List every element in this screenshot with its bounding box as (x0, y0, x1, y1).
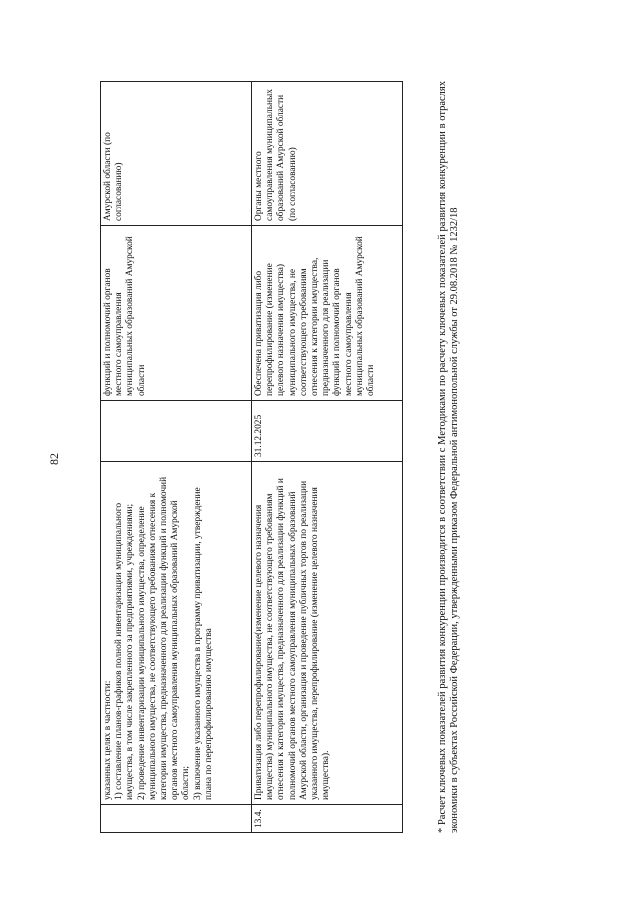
cell-result: функций и полномочий органов местного самоуправления муниципальных образований Амурской области (101, 226, 252, 401)
table-row (252, 82, 403, 833)
measures-table (100, 81, 403, 833)
cell-measure: указанных целях в частности: 1) составление планов-графиков полной инвентаризации муниципального имущества, в том числе закрепленного за предприятиями, учреждениями; 2) проведение инвентаризации муниципального имущества, определение муниципального имущества, не соответствующего требованиям отнесения к категории имущества, предназначенного для реализации функций и полномочий органов местного самоуправления муниципальных образований Амурской области; 3) включение указанного имущества в программу приватизации, утверждение плана по перепрофилированию имущества (101, 462, 252, 805)
footnote: * Расчет ключевых показателей развития конкуренции производится в соответствии с Методиками по расчету ключевых показателей развития конкуренции в отраслях экономики в субъектах Российской Федерации, утвержденными приказом Федеральной антимонопольной службы от 29.08.2018 № 1232/18 (437, 81, 460, 833)
cell-responsible: Органы местного самоуправления муниципальных образований Амурской области (по согласованию) (252, 82, 403, 226)
cell-number: 13.4. (252, 805, 403, 833)
cell-number (101, 805, 252, 833)
cell-deadline: 31.12.2025 (252, 401, 403, 462)
table-row (101, 82, 252, 833)
cell-responsible: Амурской области (по согласованию) (101, 82, 252, 226)
page-number: 82 (47, 453, 61, 465)
cell-measure: Приватизация либо перепрофилирование(изменение целевого назначения имущества) муниципального имущества, не соответствующего требованиям отнесения к категории имущества, предназначенного для реализации функций и полномочий органов местного самоуправления муниципальных образований Амурской области, организация и проведение публичных торгов по реализации указанного имущества, перепрофилирование (изменение целевого назначения имущества). (252, 462, 403, 805)
cell-result: Обеспечена приватизация либо перепрофилирование (изменение целевого назначения имущества) муниципального имущества, не соответствующего требованиям отнесения к категории имущества, предназначенного для реализации функций и полномочий органов местного самоуправления муниципальных образований Амурской области (252, 226, 403, 401)
cell-deadline (101, 401, 252, 462)
